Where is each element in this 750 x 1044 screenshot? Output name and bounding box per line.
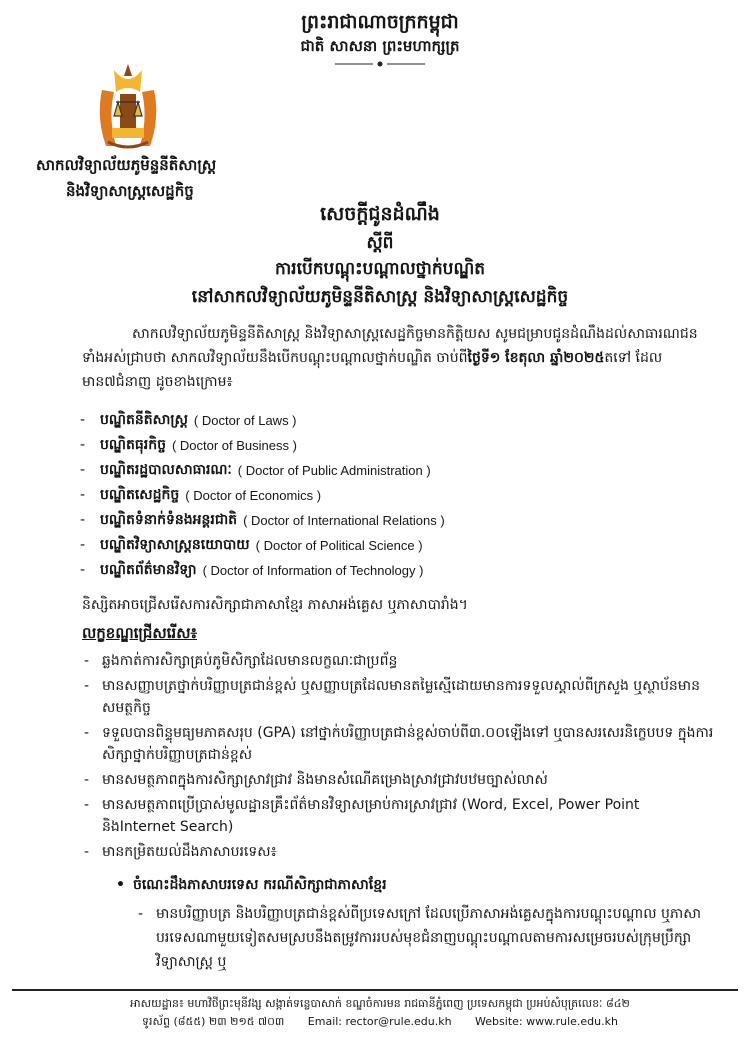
degree-name-en: ( Doctor of Public Administration ) (237, 463, 431, 478)
criterion-item: - ទទួលបានពិន្ទុមធ្យមភាគសរុប (GPA) នៅថ្នាក់បរិញ្ញាបត្រជាន់ខ្ពស់ចាប់ពី៣.០០ឡើងទៅ ឬបានសរសេរនិក្ខេបបទ ក្នុងការសិក្សាថ្នាក់បរិញ្ញាបត្រជាន់ខ្ពស់ (84, 722, 714, 766)
notice-title: សេចក្តីជូនដំណឹង (320, 203, 440, 225)
criterion-item: - មានសមត្ថភាពប្រើប្រាស់មូលដ្ឋានគ្រឹះព័ត៌មានវិទ្យាសម្រាប់ការស្រាវជ្រាវ (Word, Excel, Power Point និងInternet Search) (84, 794, 714, 838)
footer-address: អាសយដ្ឋាន៖ មហាវិថីព្រះមុនីវង្ស សង្កាត់ទន្លេបាសាក់ ខណ្ឌចំការមន រាជធានីភ្នំពេញ ប្រទេសកម្ពុជា ប្រអប់សំបុត្រលេខៈ ៨៤២ (130, 997, 630, 1010)
sub-criterion-text: ចំណេះដឹងភាសាបរទេស ករណីសិក្សាជាភាសាខ្មែរ (132, 877, 387, 893)
criterion-text: ទទួលបានពិន្ទុមធ្យមភាគសរុប (GPA) នៅថ្នាក់បរិញ្ញាបត្រជាន់ខ្ពស់ចាប់ពី៣.០០ឡើងទៅ ឬបានសរសេរនិក្ខេបបទ ក្នុងការសិក្សាថ្នាក់បរិញ្ញាបត្រជាន់ខ្ពស់ (102, 725, 714, 763)
kingdom-heading: ព្រះរាជាណាចក្រកម្ពុជា (301, 11, 459, 33)
university-name-line1: សាកលវិទ្យាល័យភូមិន្ទនីតិសាស្ត្រ (36, 156, 217, 174)
criterion-text: មានកម្រិតយល់ដឹងភាសាបរទេស៖ (102, 844, 277, 860)
intro-paragraph (82, 322, 712, 394)
criterion-text: មានសមត្ថភាពប្រើប្រាស់មូលដ្ឋានគ្រឹះព័ត៌មានវិទ្យាសម្រាប់ការស្រាវជ្រាវ (Word, Excel, Power Point និងInternet Search) (102, 797, 640, 835)
footer-email: Email: rector@rule.edu.kh (307, 1015, 452, 1028)
degree-item: - បណ្ឌិតទំនាក់ទំនងអន្តរជាតិ ( Doctor of International Relations ) (80, 508, 640, 533)
notice-subject-location: នៅសាកលវិទ្យាល័យភូមិន្ទនីតិសាស្ត្រ និងវិទ្យាសាស្ត្រសេដ្ឋកិច្ច (191, 287, 569, 307)
criteria-heading: លក្ខខណ្ឌជ្រើសរើស៖ (82, 624, 198, 642)
ornament-divider (335, 60, 425, 68)
degree-name-en: ( Doctor of Political Science ) (255, 538, 423, 553)
degree-item: - បណ្ឌិតនីតិសាស្ត្រ ( Doctor of Laws ) (80, 408, 640, 433)
sub-sub-criterion: - មានបរិញ្ញាបត្រ និងបរិញ្ញាបត្រជាន់ខ្ពស់ពីប្រទេសក្រៅ ដែលប្រើភាសាអង់គ្លេសក្នុងការបណ្តុះបណ្តាល ឬភាសាបរទេសណាមួយទៀតសមស្របនឹងតម្រូវការរបស់មុខជំនាញបណ្តុះបណ្តាលតាមការសម្រេចរបស់ក្រុមប្រឹក្សាវិទ្យាសាស្ត្រ ឬ (138, 902, 714, 974)
national-motto: ជាតិ សាសនា ព្រះមហាក្សត្រ (300, 37, 460, 55)
footer-contacts (30, 1014, 730, 1030)
degree-name-en: ( Doctor of Economics ) (185, 488, 322, 503)
bullet-icon: • (116, 877, 125, 893)
sub-sub-criterion-text: មានបរិញ្ញាបត្រ និងបរិញ្ញាបត្រជាន់ខ្ពស់ពីប្រទេសក្រៅ ដែលប្រើភាសាអង់គ្លេសក្នុងការបណ្តុះបណ្តាល ឬភាសាបរទេសណាមួយទៀតសមស្របនឹងតម្រូវការរបស់មុខជំនាញបណ្តុះបណ្តាលតាមការសម្រេចរបស់ក្រុមប្រឹក្សាវិទ្យាសាស្ត្រ ឬ (156, 906, 701, 970)
degree-name-en: ( Doctor of International Relations ) (243, 513, 445, 528)
criterion-text: ឆ្លងកាត់ការសិក្សាគ្រប់ភូមិសិក្សាដែលមានលក្ខណៈជាប្រព័ន្ធ (102, 653, 398, 669)
notice-title-about: ស្តីពី (366, 233, 394, 253)
criteria-list (84, 650, 714, 866)
degree-list (80, 408, 640, 583)
degree-item: - បណ្ឌិតធុរកិច្ច ( Doctor of Business ) (80, 433, 640, 458)
degree-name-en: ( Doctor of Business ) (171, 438, 297, 453)
criterion-text: មានសមត្ថភាពក្នុងការសិក្សាស្រាវជ្រាវ និងមានសំណើគម្រោងស្រាវជ្រាវបឋមច្បាស់លាស់ (102, 772, 548, 788)
criterion-item: - មានសញ្ញាបត្រថ្នាក់បរិញ្ញាបត្រជាន់ខ្ពស់ ឬសញ្ញាបត្រដែលមានតម្លៃស្មើដោយមានការទទួលស្គាល់ពីក្រសួង ឬស្ថាប័នមានសមត្ថកិច្ច (84, 675, 714, 719)
degree-name-km: បណ្ឌិតវិទ្យាសាស្ត្រនយោបាយ (100, 537, 250, 553)
intro-text-after: តទៅ ដែលមាន៧ជំនាញ ដូចខាងក្រោម៖ (82, 350, 663, 390)
footer-divider (12, 989, 738, 991)
criterion-item: - មានកម្រិតយល់ដឹងភាសាបរទេស៖ (84, 841, 714, 863)
degree-name-en: ( Doctor of Laws ) (193, 413, 297, 428)
degree-name-km: បណ្ឌិតនីតិសាស្ត្រ (100, 412, 188, 428)
criterion-item: - មានសមត្ថភាពក្នុងការសិក្សាស្រាវជ្រាវ និងមានសំណើគម្រោងស្រាវជ្រាវបឋមច្បាស់លាស់ (84, 769, 714, 791)
footer-phone: ទូរស័ព្ទ (៨៥៥) ២៣ ២១៥ ៧០៣ (142, 1015, 285, 1028)
footer-website: Website: www.rule.edu.kh (475, 1015, 618, 1028)
degree-name-km: បណ្ឌិតទំនាក់ទំនងអន្តរជាតិ (100, 512, 238, 528)
criterion-text: មានសញ្ញាបត្រថ្នាក់បរិញ្ញាបត្រជាន់ខ្ពស់ ឬសញ្ញាបត្រដែលមានតម្លៃស្មើដោយមានការទទួលស្គាល់ពីក្រសួង ឬស្ថាប័នមានសមត្ថកិច្ច (102, 678, 700, 716)
notice-subject: ការបើកបណ្តុះបណ្តាលថ្នាក់បណ្ឌិត (274, 259, 485, 279)
degree-name-km: បណ្ឌិតធុរកិច្ច (100, 437, 166, 453)
intro-text-before: សាកលវិទ្យាល័យភូមិន្ទនីតិសាស្ត្រ និងវិទ្យាសាស្ត្រសេដ្ឋកិច្ចមានកិត្តិយស សូមជម្រាបជូនដំណឹងដល់សាធារណជនទាំងអស់ជ្រាបថា សាកលវិទ្យាល័យនឹងបើកបណ្តុះបណ្តាលថ្នាក់បណ្ឌិត ចាប់ពី (82, 326, 698, 366)
criterion-item: - ឆ្លងកាត់ការសិក្សាគ្រប់ភូមិសិក្សាដែលមានលក្ខណៈជាប្រព័ន្ធ (84, 650, 714, 672)
language-note: និស្សិតអាចជ្រើសរើសការសិក្សាជាភាសាខ្មែរ ភាសាអង់គ្លេស ឬភាសាបារាំង។ (82, 597, 468, 613)
intro-start-date: ថ្ងៃទី១ ខែតុលា ឆ្នាំ២០២៥ (467, 350, 605, 366)
degree-name-km: បណ្ឌិតសេដ្ឋកិច្ច (100, 487, 180, 503)
degree-name-km: បណ្ឌិតព័ត៌មានវិទ្យា (100, 562, 197, 578)
degree-item: - បណ្ឌិតវិទ្យាសាស្ត្រនយោបាយ ( Doctor of Political Science ) (80, 533, 640, 558)
degree-item: - បណ្ឌិតរដ្ឋបាលសាធារណៈ ( Doctor of Public Administration ) (80, 458, 640, 483)
university-name-line2: និងវិទ្យាសាស្ត្រសេដ្ឋកិច្ច (66, 182, 194, 200)
degree-item: - បណ្ឌិតសេដ្ឋកិច្ច ( Doctor of Economics ) (80, 483, 640, 508)
degree-name-en: ( Doctor of Information of Technology ) (202, 563, 424, 578)
sub-criterion (116, 874, 387, 896)
degree-item: - បណ្ឌិតព័ត៌មានវិទ្យា ( Doctor of Information of Technology ) (80, 558, 640, 583)
university-logo (92, 62, 164, 152)
degree-name-km: បណ្ឌិតរដ្ឋបាលសាធារណៈ (100, 462, 232, 478)
